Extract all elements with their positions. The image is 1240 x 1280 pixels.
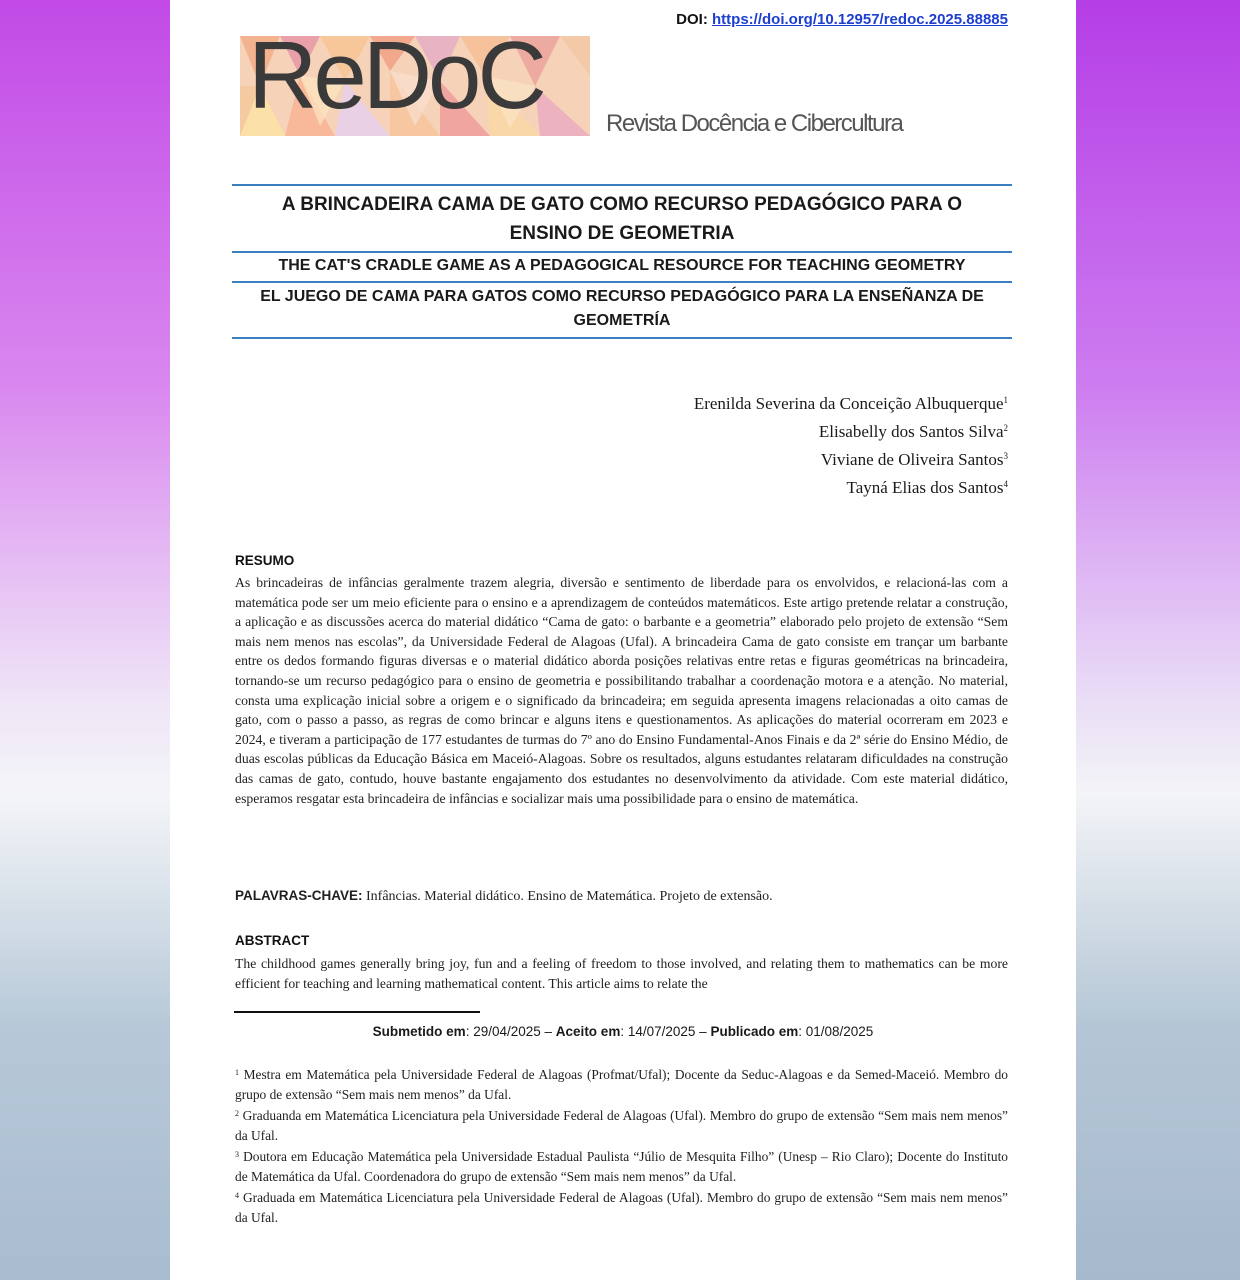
author-list (694, 388, 1008, 500)
document-page (170, 0, 1076, 1280)
footnotes (235, 1063, 1008, 1227)
footnote-number: 2 (235, 1109, 239, 1118)
accepted-label: Aceito em (555, 1024, 621, 1039)
author-name: Erenilda Severina da Conceição Albuquerque (693, 394, 1004, 413)
doi-line (676, 11, 1008, 28)
footnote (235, 1145, 1008, 1186)
footnote-text: Graduanda em Matemática Licenciatura pela Universidade Federal de Alagoas (Ufal). Membro do grupo de extensão “Sem mais nem menos” da Ufal. (235, 1108, 1008, 1143)
footnote-number: 3 (235, 1150, 239, 1159)
journal-logo (240, 22, 600, 138)
author-line (694, 472, 1008, 500)
submitted-label: Submetido em (372, 1024, 466, 1039)
logo-wordmark: ReDoC (248, 22, 543, 129)
publication-dates: Submetido em: 29/04/2025 – Aceito em: 14/07/2025 – Publicado em: 01/08/2025 (372, 1024, 874, 1039)
keywords-label: PALAVRAS-CHAVE: (235, 888, 363, 903)
author-line (694, 416, 1008, 444)
author-name: Elisabelly dos Santos Silva (818, 422, 1004, 441)
keywords-text: Infâncias. Material didático. Ensino de Matemática. Projeto de extensão. (366, 889, 773, 904)
journal-name: Revista Docência e Cibercultura (606, 110, 903, 137)
footnote-text: Doutora em Educação Matemática pela Universidade Estadual Paulista “Júlio de Mesquita Filho” (Unesp – Rio Claro); Docente do Instituto de Matemática da Ufal. Coordenadora do grupo de extensão “Sem mais nem menos” da Ufal. (235, 1149, 1008, 1184)
author-footnote-ref: 4 (1003, 479, 1008, 489)
footnote (235, 1186, 1008, 1227)
abstract-heading: ABSTRACT (235, 933, 310, 948)
background-left (0, 0, 170, 1280)
title-spanish: EL JUEGO DE CAMA PARA GATOS COMO RECURSO PEDAGÓGICO PARA LA ENSEÑANZA DE GEOMETRÍA (260, 288, 984, 329)
submitted-date: 29/04/2025 (473, 1024, 541, 1039)
title-portuguese: A BRINCADEIRA CAMA DE GATO COMO RECURSO PEDAGÓGICO PARA O ENSINO DE GEOMETRIA (281, 194, 963, 244)
background-right (1076, 0, 1240, 1280)
accepted-date: 14/07/2025 (627, 1024, 696, 1039)
resumo-text: As brincadeiras de infâncias geralmente trazem alegria, diversão e sentimento de liberdade para os envolvidos, e relacioná-las com a matemática pode ser um meio eficiente para o ensino e a aprendizagem de conteúdos matemáticos. Este artigo pretende relatar a construção, a aplicação e as discussões acerca do material didático “Cama de gato: o barbante e a geometria” elaborado pelo projeto de extensão “Sem mais nem menos nas escolas”, da Universidade Federal de Alagoas (Ufal). A brincadeira Cama de gato consiste em trançar um barbante entre os dedos formando figuras diversas e o material didático aborda posições relativas entre retas e figuras geométricas na brincadeira, tornando-se um recurso pedagógico para o ensino de geometria e possibilitando trabalhar a coordenação motora e a atenção. No material, consta uma explicação inicial sobre a origem e o significado da brincadeira; em seguida apresenta imagens relacionadas a oito camas de gato, com o passo a passo, as regras de como brincar e alguns itens e questionamentos. As aplicações do material ocorreram em 2023 e 2024, e tiveram a participação de 177 estudantes de turmas do 7º ano do Ensino Fundamental-Anos Finais e da 2ª série do Ensino Médio, de duas escolas públicas da Educação Básica em Maceió-Alagoas. Sobre os resultados, alguns estudantes relataram dificuldades na construção das camas de gato, contudo, houve bastante engajamento dos estudantes no desenvolvimento da atividade. Com este material didático, esperamos resgatar esta brincadeira de infâncias e socializar mais uma possibilidade para o ensino de matemática. (235, 575, 1008, 806)
footnote (235, 1104, 1008, 1145)
author-footnote-ref: 2 (1003, 423, 1008, 433)
footnote-number: 4 (235, 1191, 239, 1200)
author-line (694, 388, 1008, 416)
doi-label: DOI: (676, 11, 708, 28)
title-block (232, 184, 1012, 339)
published-label: Publicado em (710, 1024, 799, 1039)
author-footnote-ref: 1 (1003, 395, 1008, 405)
keywords (235, 888, 1008, 905)
published-date: 01/08/2025 (805, 1024, 874, 1039)
author-name: Viviane de Oliveira Santos (820, 450, 1004, 469)
doi-link[interactable]: https://doi.org/10.12957/redoc.2025.88885 (712, 11, 1008, 28)
author-name: Tayná Elias dos Santos (846, 478, 1004, 497)
author-line (694, 444, 1008, 472)
title-rule-bottom (232, 337, 1012, 339)
title-english: THE CAT'S CRADLE GAME AS A PEDAGOGICAL RESOURCE FOR TEACHING GEOMETRY (278, 257, 966, 274)
footnote-text: Mestra em Matemática pela Universidade Federal de Alagoas (Profmat/Ufal); Docente da Seduc-Alagoas e da Semed-Maceió. Membro do grupo de extensão “Sem mais nem menos” da Ufal. (235, 1067, 1008, 1102)
footnote (235, 1063, 1008, 1104)
footnote-separator (234, 1011, 480, 1013)
footnote-text: Graduada em Matemática Licenciatura pela Universidade Federal de Alagoas (Ufal). Membro do grupo de extensão “Sem mais nem menos” da Ufal. (235, 1190, 1008, 1225)
footnote-number: 1 (235, 1068, 239, 1077)
resumo-heading: RESUMO (235, 553, 295, 568)
author-footnote-ref: 3 (1003, 451, 1008, 461)
abstract-text: The childhood games generally bring joy, fun and a feeling of freedom to those involved, and relating them to mathematics can be more efficient for teaching and learning mathematical content. This article aims to relate the (235, 956, 1008, 991)
